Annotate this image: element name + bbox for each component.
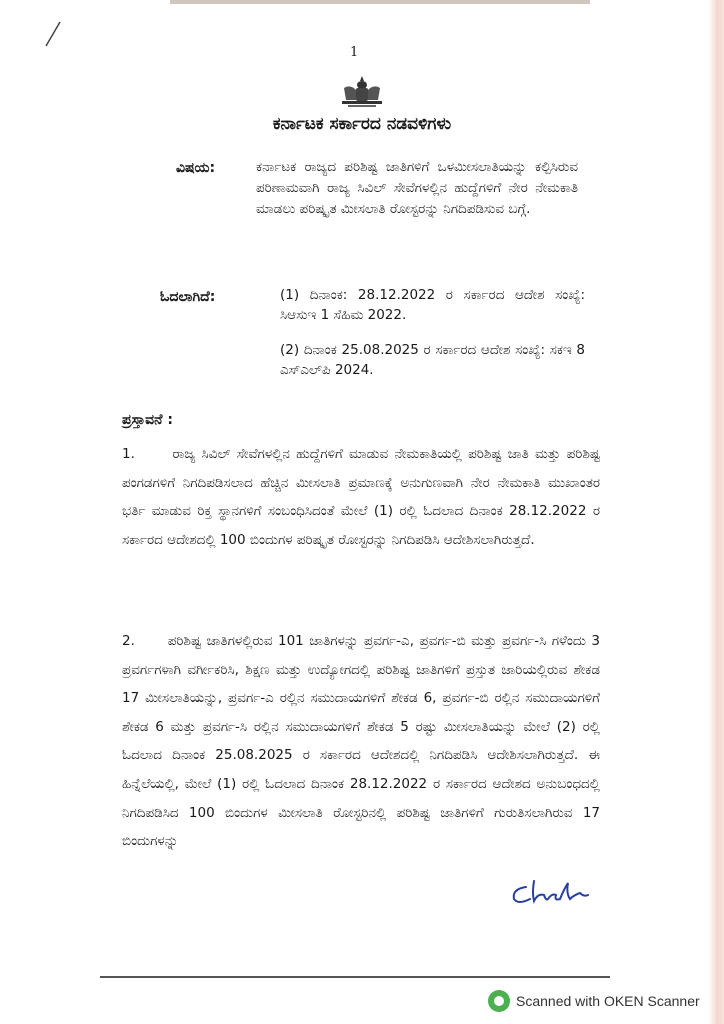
scanner-watermark-text: Scanned with OKEN Scanner [516,993,700,1009]
paragraph-1-text: ರಾಜ್ಯ ಸಿವಿಲ್ ಸೇವೆಗಳಲ್ಲಿನ ಹುದ್ದೆಗಳಿಗೆ ಮಾಡುವ ನೇಮಕಾತಿಯಲ್ಲಿ ಪರಿಶಿಷ್ಟ ಜಾತಿ ಮತ್ತು ಪರಿಶಿಷ್ಟ ಪಂಗಡಗಳಿಗೆ ನಿಗದಿಪಡಿಸಲಾದ ಹೆಚ್ಚಿನ ಮೀಸಲಾತಿ ಪ್ರಮಾಣಕ್ಕೆ ಅನುಗುಣವಾಗಿ ನೇರ ನೇಮಕಾತಿ ಮುಖಾಂತರ ಭರ್ತಿ ಮಾಡುವ ರಿಕ್ತ ಸ್ಥಾನಗಳಿಗೆ ಸಂಬಂಧಿಸಿದಂತೆ ಮೇಲೆ (1) ರಲ್ಲಿ ಓದಲಾದ ದಿನಾಂಕ 28.12.2022 ರ ಸರ್ಕಾರದ ಆದೇಶದಲ್ಲಿ 100 ಬಿಂದುಗಳ ಪರಿಷ್ಕೃತ ರೋಸ್ಟರನ್ನು ನಿಗದಿಪಡಿಸಿ ಆದೇಶಿಸಲಾಗಿರುತ್ತದೆ. [122,446,600,548]
paragraph-2-text: ಪರಿಶಿಷ್ಟ ಜಾತಿಗಳಲ್ಲಿರುವ 101 ಜಾತಿಗಳನ್ನು ಪ್ರವರ್ಗ-ಎ, ಪ್ರವರ್ಗ-ಬಿ ಮತ್ತು ಪ್ರವರ್ಗ-ಸಿ ಗಳೆಂದು 3 ಪ್ರವರ್ಗಗಳಾಗಿ ವರ್ಗೀಕರಿಸಿ, ಶಿಕ್ಷಣ ಮತ್ತು ಉದ್ಯೋಗದಲ್ಲಿ ಪರಿಶಿಷ್ಟ ಜಾತಿಗಳಿಗೆ ಪ್ರಸ್ತುತ ಜಾರಿಯಲ್ಲಿರುವ ಶೇಕಡ 17 ಮೀಸಲಾತಿಯನ್ನು, ಪ್ರವರ್ಗ-ಎ ರಲ್ಲಿನ ಸಮುದಾಯಗಳಿಗೆ ಶೇಕಡ 6, ಪ್ರವರ್ಗ-ಬಿ ರಲ್ಲಿನ ಸಮುದಾಯಗಳಿಗೆ ಶೇಕಡ 6 ಮತ್ತು ಪ್ರವರ್ಗ-ಸಿ ರಲ್ಲಿನ ಸಮುದಾಯಗಳಿಗೆ ಶೇಕಡ 5 ರಷ್ಟು ಮೀಸಲಾತಿಯನ್ನು ಮೇಲೆ (2) ರಲ್ಲಿ ಓದಲಾದ ದಿನಾಂಕ 25.08.2025 ರ ಸರ್ಕಾರದ ಆದೇಶದಲ್ಲಿ ನಿಗದಿಪಡಿಸಿ ಆದೇಶಿಸಲಾಗಿರುತ್ತದೆ. ಈ ಹಿನ್ನೆಲೆಯಲ್ಲಿ, ಮೇಲೆ (1) ರಲ್ಲಿ ಓದಲಾದ ದಿನಾಂಕ 28.12.2022 ರ ಸರ್ಕಾರದ ಆದೇಶದ ಅನುಬಂಧದಲ್ಲಿ ನಿಗದಿಪಡಿಸಿದ 100 ಬಿಂದುಗಳ ಮೀಸಲಾತಿ ರೋಸ್ಟರಿನಲ್ಲಿ ಪರಿಶಿಷ್ಟ ಜಾತಿಗಳಿಗೆ ಗುರುತಿಸಲಾಗಿರುವ 17 ಬಿಂದುಗಳನ್ನು [122,633,600,850]
pen-stroke-mark [42,20,66,50]
paragraph-2 [122,627,600,856]
paragraph-1 [122,440,600,554]
handwritten-signature [510,875,592,911]
subject-text: ಕರ್ನಾಟಕ ರಾಜ್ಯದ ಪರಿಶಿಷ್ಟ ಜಾತಿಗಳಿಗೆ ಒಳಮೀಸಲಾತಿಯನ್ನು ಕಲ್ಪಿಸಿರುವ ಪರಿಣಾಮವಾಗಿ ರಾಜ್ಯ ಸಿವಿಲ್ ಸೇವೆಗಳಲ್ಲಿನ ಹುದ್ದೆಗಳಿಗೆ ನೇರ ನೇಮಕಾತಿ ಮಾಡಲು ಪರಿಷ್ಕೃತ ಮೀಸಲಾತಿ ರೋಸ್ಟರನ್ನು ನಿಗದಿಪಡಿಸುವ ಬಗ್ಗೆ. [256,159,578,217]
scan-right-edge [708,0,724,1024]
paragraph-2-number: 2. [122,633,135,649]
preamble-label: ಪ್ರಸ್ತಾವನೆ : [122,412,173,428]
subject-label: ವಿಷಯ: [176,160,216,176]
scanner-logo-icon [488,990,510,1012]
scan-top-edge [170,0,590,4]
reference-item-1: (1) ದಿನಾಂಕ: 28.12.2022 ರ ಸರ್ಕಾರದ ಆದೇಶ ಸಂಖ್ಯೆ: ಸಿಆಸುಇ 1 ಸೆಹಿಮ 2022. [280,287,585,323]
scanner-watermark [488,990,700,1012]
reference-item-2: (2) ದಿನಾಂಕ 25.08.2025 ರ ಸರ್ಕಾರದ ಆದೇಶ ಸಂಖ್ಯೆ: ಸಕಇ 8 ಎಸ್ಎಲ್‌ಪಿ 2024. [280,342,585,378]
state-emblem-icon [334,74,390,108]
references-label: ಓದಲಾಗಿದೆ: [160,289,216,305]
page-bottom-rule [100,976,610,978]
paragraph-1-number: 1. [122,446,135,462]
page-number: 1 [350,45,359,60]
document-heading: ಕರ್ನಾಟಕ ಸರ್ಕಾರದ ನಡವಳಿಗಳು [272,114,452,134]
